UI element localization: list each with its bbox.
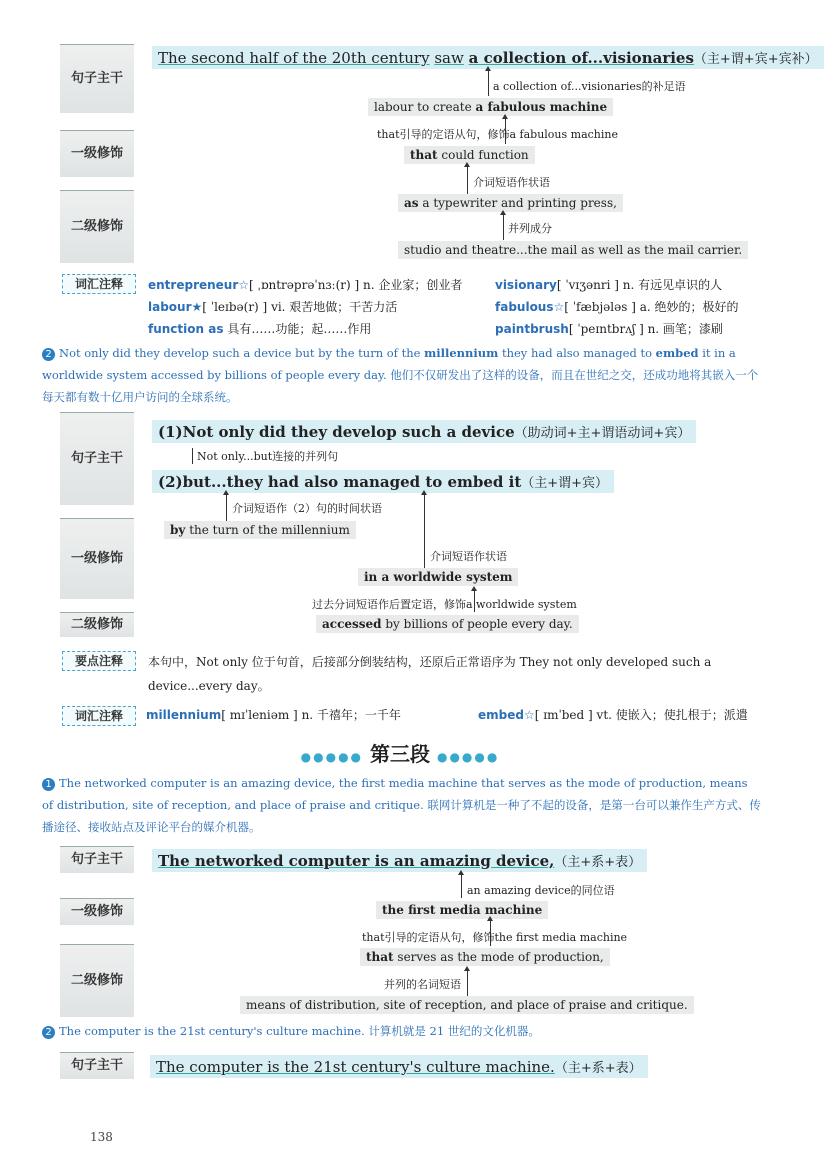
phrase-that-serves: that serves as the mode of production, <box>360 948 610 966</box>
keypoint-text: 本句中，Not only 位于句首，后接部分倒装结构，还原后正常语序为 They not only developed such a device...every day。 <box>148 655 712 693</box>
note-not-only: Not only...but连接的并列句 <box>192 448 338 464</box>
vocab-entry: fabulous☆[ ˈfæbjələs ] a. 绝妙的；极好的 <box>495 300 739 314</box>
label-level1-1: 一级修饰 <box>60 130 134 177</box>
phrase-by-the-turn: by the turn of the millennium <box>164 521 356 539</box>
note-that-clause: that引导的定语从句，修饰a fabulous machine <box>377 128 619 141</box>
sentence-number: 1 <box>42 778 55 791</box>
label-trunk-2: 句子主干 <box>60 412 134 505</box>
vocab-entry: paintbrush[ ˈpeɪntbrʌʃ ] n. 画笔；漆刷 <box>495 322 723 336</box>
note-time-adverbial: 介词短语作（2）句的时间状语 <box>232 502 382 515</box>
trunk-object: a collection of...visionaries <box>468 49 694 67</box>
trunk-subject: The second half of the 20th century <box>158 49 430 67</box>
arrow <box>461 874 462 898</box>
phrase-as-typewriter: as a typewriter and printing press, <box>398 194 623 212</box>
section-header: ●●●●● 第三段 ●●●●● <box>300 742 500 766</box>
phrase-accessed: accessed by billions of people every day. <box>316 615 579 633</box>
dots-right-icon: ●●●●● <box>436 750 500 764</box>
phrase-studio: studio and theatre...the mail as well as the mail carrier. <box>398 241 748 259</box>
arrow <box>467 970 468 996</box>
vocab-entry: millennium[ mɪˈleniəm ] n. 千禧年；一千年 <box>146 708 401 722</box>
sentence-number: 2 <box>42 348 55 361</box>
label-level1-2: 一级修饰 <box>60 518 134 599</box>
label-level2-1: 二级修饰 <box>60 190 134 263</box>
label-vocab-1: 词汇注释 <box>62 274 136 294</box>
vocab-entry: embed☆[ ɪmˈbed ] vt. 使嵌入；使扎根于；派遣 <box>478 708 748 722</box>
trunk-verb: saw <box>434 49 464 67</box>
note-complement: a collection of...visionaries的补足语 <box>493 80 686 93</box>
phrase-first-media-machine: the first media machine <box>376 901 548 919</box>
label-trunk-1: 句子主干 <box>60 44 134 113</box>
arrow <box>488 70 489 96</box>
trunk-clause-2: (2)but...they had also managed to embed it（主+谓+宾） <box>152 470 614 493</box>
phrase-worldwide-system: in a worldwide system <box>358 568 518 586</box>
label-trunk-4: 句子主干 <box>60 1052 134 1079</box>
note-adverbial: 介词短语作状语 <box>473 176 550 189</box>
trunk-structure: （主+谓+宾+宾补） <box>693 52 818 67</box>
arrow <box>226 494 227 522</box>
note-adverbial-2: 介词短语作状语 <box>430 550 507 563</box>
paragraph-sentence-2: 2 Not only did they develop such a device but by the turn of the millennium they had also managed to embed it in a worldwide system accessed by billions of people every day. 他们不仅研发出了这样的设备，而且在世纪之交，还成功地将其嵌入一个每天都有数十亿用户访问的全球系统。 <box>42 346 759 404</box>
label-level2-2: 二级修饰 <box>60 612 134 637</box>
vocab-entry: entrepreneur☆[ ˌɒntrəprəˈnɜː(r) ] n. 企业家；创业者 <box>148 278 463 292</box>
vocab-entry: labour★[ ˈleɪbə(r) ] vi. 艰苦地做；干苦力活 <box>148 300 398 314</box>
trunk-sentence-4: The computer is the 21st century's culture machine.（主+系+表） <box>150 1055 648 1078</box>
sentence-number: 2 <box>42 1026 55 1039</box>
vocab-entry: visionary[ ˈvɪʒənri ] n. 有远见卓识的人 <box>495 278 723 292</box>
label-level2-3: 二级修饰 <box>60 944 134 1017</box>
arrow <box>503 214 504 240</box>
label-keypoint: 要点注释 <box>62 651 136 671</box>
trunk-clause-1: (1)Not only did they develop such a device（助动词+主+谓语动词+宾） <box>152 420 696 443</box>
label-vocab-2: 词汇注释 <box>62 706 136 726</box>
label-trunk-3: 句子主干 <box>60 846 134 873</box>
note-parallel-nouns: 并列的名词短语 <box>384 978 461 991</box>
note-past-participle: 过去分词短语作后置定语，修饰a worldwide system <box>312 598 577 611</box>
arrow <box>424 494 425 568</box>
paragraph-sentence-3: 1 The networked computer is an amazing device, the first media machine that serves as the mode of production, means of distribution, site of reception, and place of praise and critique. 联网计算机是一种了不起的设备，是第一台可以兼作生产方式、传播途径、接收站点及评论平台的媒介机器。 <box>42 776 761 834</box>
note-parallel: 并列成分 <box>508 222 552 235</box>
phrase-labour: labour to create a fabulous machine <box>368 98 613 116</box>
phrase-means-of-distribution: means of distribution, site of reception, and place of praise and critique. <box>240 996 694 1014</box>
dots-left-icon: ●●●●● <box>300 750 364 764</box>
arrow <box>467 166 468 194</box>
trunk-sentence-3: The networked computer is an amazing device,（主+系+表） <box>152 849 647 872</box>
note-that-clause-2: that引导的定语从句，修饰the first media machine <box>362 931 628 944</box>
paragraph-sentence-4: 2 The computer is the 21st century's culture machine. 计算机就是 21 世纪的文化机器。 <box>42 1020 762 1042</box>
phrase-that-could: that could function <box>404 146 535 164</box>
note-appositive: an amazing device的同位语 <box>467 884 615 897</box>
page-number: 138 <box>90 1130 113 1144</box>
vocab-entry: function as 具有……功能；起……作用 <box>148 322 372 336</box>
label-level1-3: 一级修饰 <box>60 898 134 925</box>
